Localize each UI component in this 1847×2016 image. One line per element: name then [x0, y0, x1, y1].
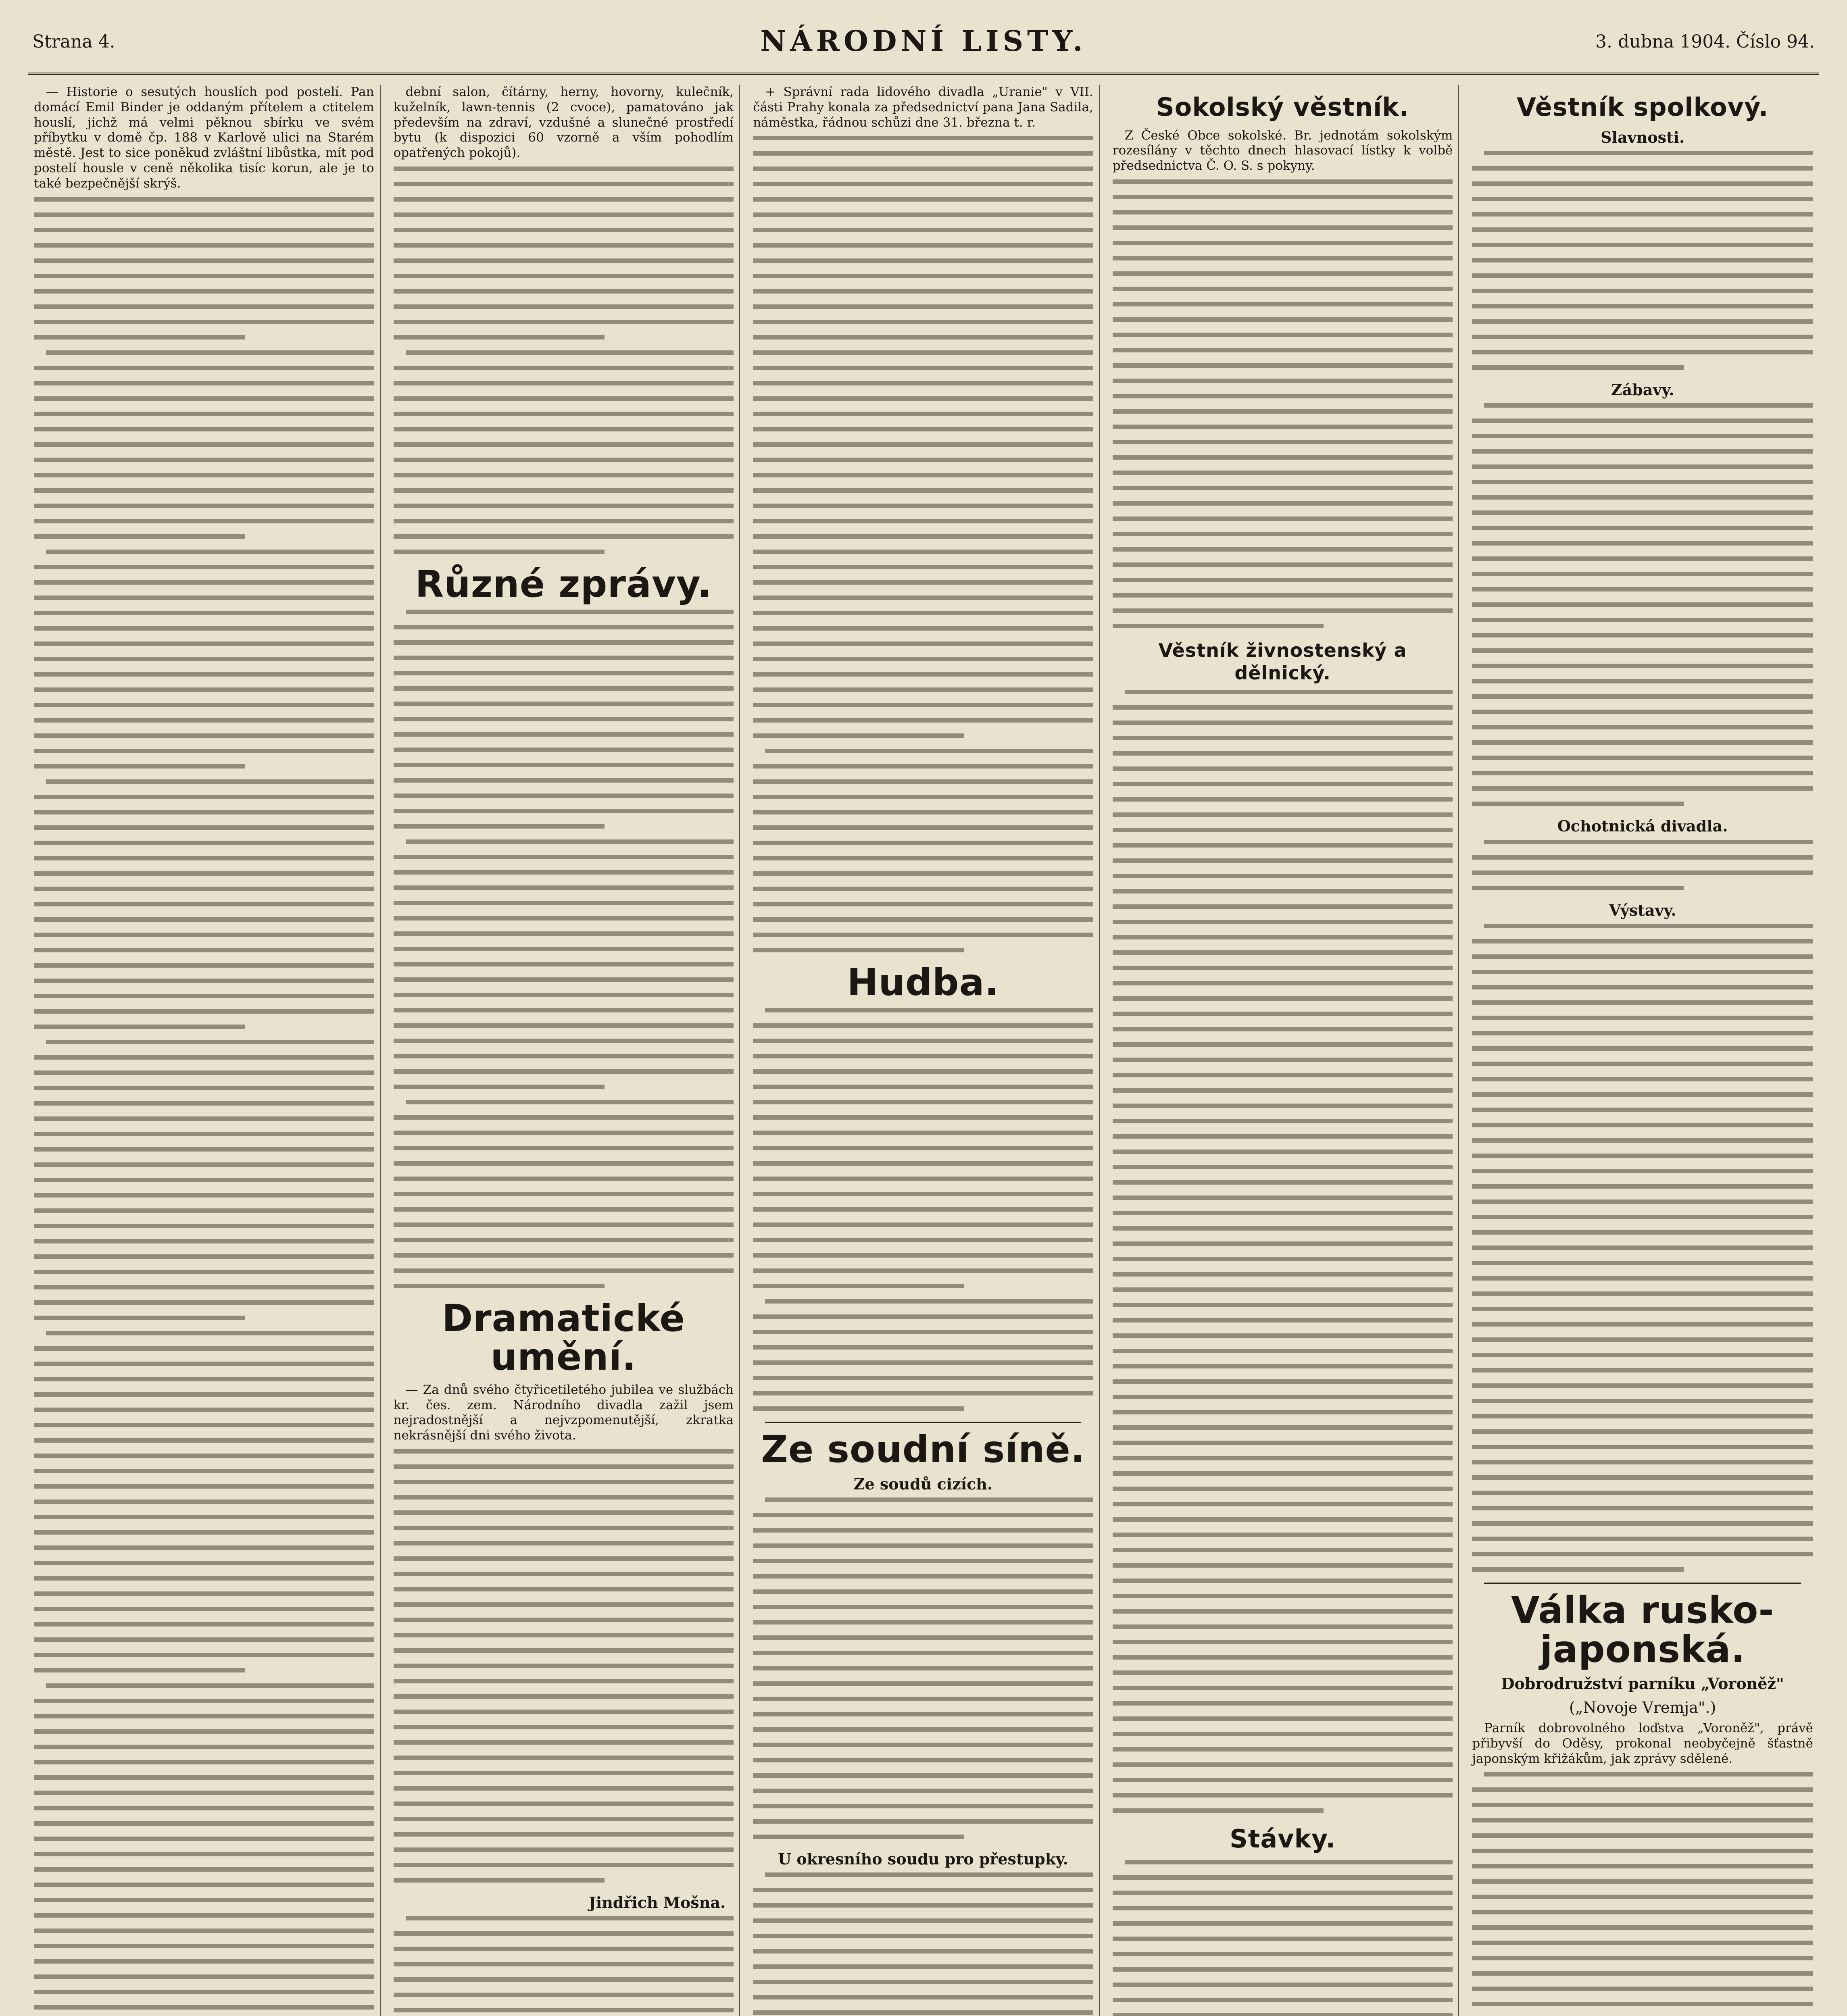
text-block	[394, 610, 734, 1288]
column-3	[747, 85, 1100, 2016]
text-block	[1113, 690, 1453, 1813]
section-title-valka: Válka rusko-japonská.	[1511, 1589, 1774, 1671]
article-paragraph: Parník dobrovolného loďstva „Voroněž", právě přibyvší do Oděsy, prokonal neobyčejně šťastně japonským křižákům, jak zprávy sdělené.	[1472, 1720, 1813, 1766]
section-title-sokolsky: Sokolský věstník.	[1156, 92, 1409, 122]
column-1	[28, 85, 381, 2016]
subsection-title-soudu: Ze soudů cizích.	[853, 1475, 993, 1493]
section-title-hudba: Hudba.	[847, 961, 999, 1004]
subsection-title-slavnosti: Slavnosti.	[1601, 128, 1685, 146]
article-paragraph: dební salon, čítárny, herny, hovorny, kulečník, kuželník, lawn-tennis (2 cvoce), pamatováno jak především na zdraví, vzdušné a slunečné prostředí bytu (k dispozici 60 vzorně a vším pohodlím opatřených pokojů).	[393, 85, 734, 160]
article-signature: Jindřich Mošna.	[588, 1893, 726, 1912]
columns	[28, 85, 1819, 2016]
subsection-title-zabavy: Zábavy.	[1611, 380, 1674, 399]
text-block	[394, 167, 734, 554]
column-5	[1466, 85, 1819, 2016]
text-block	[1472, 151, 1813, 370]
text-block	[1113, 1860, 1453, 2016]
section-title-soudni: Ze soudní síně.	[761, 1428, 1085, 1471]
subsection-title-dobrodruzstvi: Dobrodružství parníku „Voroněž"	[1501, 1674, 1784, 1693]
text-block	[1472, 403, 1813, 806]
paper-name: NÁRODNÍ LISTY.	[760, 24, 1087, 58]
subsection-source: („Novoje Vremja".)	[1569, 1698, 1716, 1716]
article-paragraph: — Historie o sesutých houslích pod postelí. Pan domácí Emil Binder je oddaným přítelem a ctitelem houslí, jichž má velmi pěknou sbírku ve svém příbytku v domě čp. 188 v Karlově ulici na Starém městě. Jest to sice poněkud zvláštní libůstka, mít pod postelí housle v ceně několika tisíc korun, ale je to také bezpečnější skrýš.	[34, 85, 374, 191]
text-block	[1472, 1772, 1813, 2016]
text-block	[394, 1916, 734, 2016]
page-label: Strana 4.	[32, 31, 115, 52]
section-title-zivnostensky: Věstník živnostenský a dělnický.	[1158, 639, 1407, 684]
text-block	[753, 1008, 1093, 1411]
section-title-spolkovy: Věstník spolkový.	[1516, 92, 1769, 122]
article-paragraph: Z České Obce sokolské. Br. jednotám sokolským rozesílány v těchto dnech hlasovací lístky k volbě předsednictva Č. O. S. s pokyny.	[1112, 128, 1453, 173]
column-4	[1107, 85, 1459, 2016]
article-paragraph: + Správní rada lidového divadla „Uranie" v VII. části Prahy konala za předsednictví pana Jana Sadila, náměstka, řádnou schůzi dne 31. března t. r.	[753, 85, 1093, 130]
text-block	[753, 136, 1093, 952]
text-block	[1472, 840, 1813, 890]
column-2	[388, 85, 740, 2016]
subsection-title-okresniho: U okresního soudu pro přestupky.	[778, 1849, 1069, 1868]
masthead	[28, 24, 1819, 75]
section-divider	[1484, 1583, 1801, 1584]
section-divider	[765, 1422, 1081, 1423]
text-block	[1472, 924, 1813, 1572]
section-title-dramaticke: Dramatické umění.	[442, 1296, 685, 1379]
subsection-title-ochotnicka: Ochotnická divadla.	[1557, 817, 1728, 835]
date-issue: 3. dubna 1904. Číslo 94.	[1595, 31, 1815, 52]
section-title-ruzne: Různé zprávy.	[415, 562, 712, 606]
text-block	[753, 1497, 1093, 1839]
section-title-stavky: Stávky.	[1230, 1824, 1336, 1854]
text-block	[753, 1872, 1093, 2016]
text-block	[1113, 179, 1453, 628]
text-block	[394, 1449, 734, 1883]
subsection-title-vystavy: Výstavy.	[1609, 901, 1676, 919]
article-paragraph: — Za dnů svého čtyřicetiletého jubilea ve službách kr. čes. zem. Národního divadla zažil jsem nejradostnější a nejvzpomenutější, zkratka nekrásnější dni svého života.	[393, 1382, 734, 1443]
text-block	[34, 197, 374, 2016]
